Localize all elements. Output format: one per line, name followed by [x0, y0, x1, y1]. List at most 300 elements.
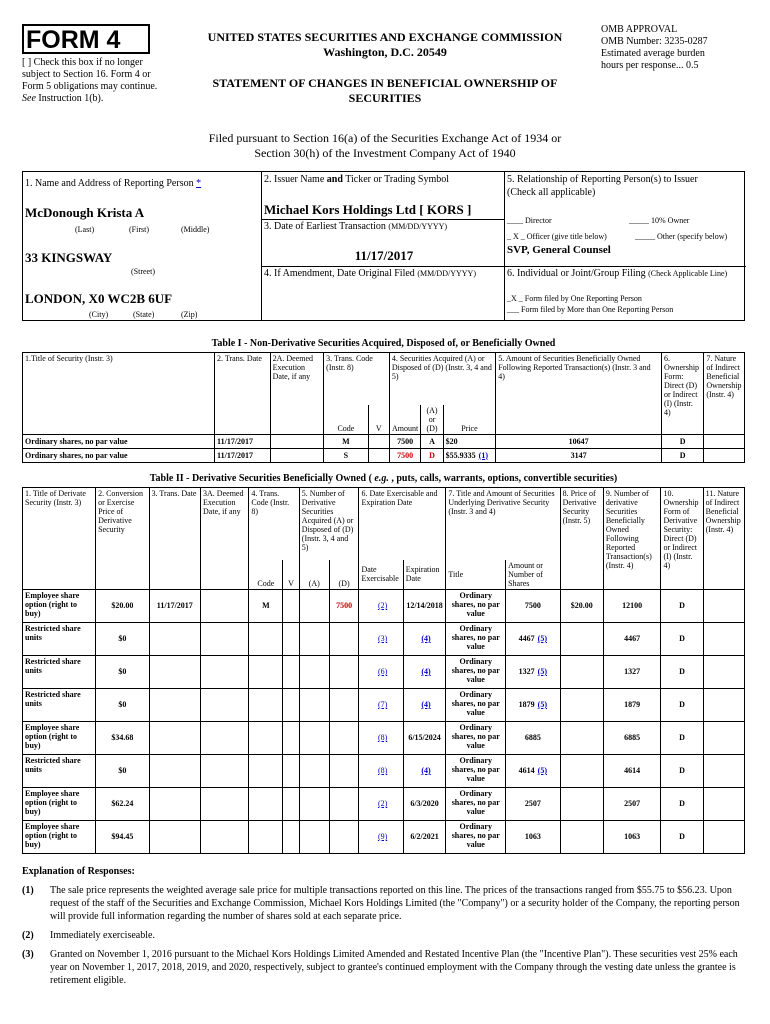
- t2-conv: [96, 655, 150, 688]
- t2-u-amt: [506, 721, 561, 754]
- t2-code: [249, 721, 283, 754]
- t2-conv: [96, 589, 150, 622]
- box1-label: [25, 178, 201, 190]
- t1-form: [661, 448, 703, 462]
- t2-h-code-sub: Code: [249, 560, 283, 590]
- t2-u-amt-value: 2507: [524, 799, 541, 808]
- t2-u-title: [446, 754, 506, 787]
- box1-note-link[interactable]: *: [196, 178, 202, 189]
- t2-h-ex-sub: Date Exercisable: [359, 560, 403, 590]
- t1-price: [443, 448, 496, 462]
- t2-price: [560, 754, 603, 787]
- t2-v: [283, 688, 299, 721]
- t2-u-amt-value: 1879: [518, 700, 535, 709]
- t2-exercisable: [359, 721, 403, 754]
- box5-label2: (Check all applicable): [507, 187, 596, 198]
- t2-title: [23, 754, 96, 787]
- t2-deemed: [201, 688, 249, 721]
- t2-u-amt: [506, 655, 561, 688]
- t2-exercisable: [359, 622, 403, 655]
- t2-h-d-sub: (D): [329, 560, 359, 590]
- t2-conv-value: $0: [118, 667, 127, 676]
- t2-owned: [603, 655, 661, 688]
- t2-h-form: 10. Ownership Form of Derivative Security: Direct (D) or Indirect (I) (Instr. 4): [661, 488, 703, 590]
- t2-owned: [603, 721, 661, 754]
- street-label: (Street): [131, 267, 155, 276]
- other-option: _____ Other (specify below): [635, 232, 728, 241]
- t2-nature: [703, 589, 744, 622]
- t2-u-amt: [506, 622, 561, 655]
- agency-name: UNITED STATES SECURITIES AND EXCHANGE COMMISSION: [207, 30, 563, 44]
- t2-nature: [703, 754, 744, 787]
- t2-exercisable-footnote[interactable]: (2): [377, 601, 388, 610]
- t1-h-owned: 5. Amount of Securities Beneficially Owned Following Reported Transaction(s) (Instr. 3 and 4): [496, 353, 662, 435]
- table2-title-b: , puts, calls, warrants, options, convertible securities): [391, 473, 618, 484]
- t2-u-amt: [506, 820, 561, 853]
- filed-line-1: Filed pursuant to Section 16(a) of the Securities Exchange Act of 1934 or: [208, 131, 562, 145]
- t1-h-title: 1.Title of Security (Instr. 3): [23, 353, 215, 435]
- t2-deemed: [201, 820, 249, 853]
- t1-form-value: D: [679, 436, 686, 446]
- t2-conv: [96, 721, 150, 754]
- footnote-item: [22, 948, 745, 987]
- t1-h-code-sub: Code: [324, 405, 368, 435]
- t2-exercisable-footnote[interactable]: (8): [377, 733, 388, 742]
- t2-exercisable-footnote[interactable]: (7): [377, 700, 388, 709]
- t2-conv-value: $62.24: [111, 799, 134, 808]
- t2-owned: [603, 688, 661, 721]
- t2-h-deemed: 3A. Deemed Execution Date, if any: [201, 488, 249, 590]
- t2-u-amt: [506, 589, 561, 622]
- t2-d: [329, 655, 359, 688]
- middle-label: (Middle): [181, 225, 210, 234]
- t2-conv: [96, 820, 150, 853]
- reporting-person-name: McDonough Krista A: [25, 205, 145, 220]
- t2-row: [23, 622, 745, 655]
- director-option: ____ Director: [507, 216, 552, 225]
- t2-u-title-value: Ordinary shares, no par value: [451, 722, 500, 750]
- t2-u-title-value: Ordinary shares, no par value: [451, 788, 500, 816]
- footnote-text: Immediately exerciseable.: [50, 930, 155, 941]
- t2-u-amt-value: 4614: [518, 766, 535, 775]
- form-title: FORM 4: [26, 26, 121, 54]
- t1-title: [23, 448, 215, 462]
- t2-u-title-value: Ordinary shares, no par value: [451, 656, 500, 684]
- t1-owned: [496, 434, 662, 448]
- t2-u-title-value: Ordinary shares, no par value: [451, 755, 500, 783]
- t1-row: [23, 434, 745, 448]
- t2-d-value: 7500: [336, 601, 353, 610]
- box1-label-text: 1. Name and Address of Reporting Person: [25, 178, 194, 189]
- t2-owned-value: 6885: [624, 733, 641, 742]
- t2-title: [23, 787, 96, 820]
- box3-label: [264, 221, 447, 233]
- t2-a: [299, 655, 329, 688]
- t2-u-amt: [506, 754, 561, 787]
- t2-v: [283, 655, 299, 688]
- t2-price: [560, 721, 603, 754]
- filing-more: ___ Form filed by More than One Reporting Person: [507, 305, 674, 314]
- t2-title-value: Employee share option (right to buy): [25, 590, 80, 618]
- footnote-number: (3): [22, 949, 34, 960]
- t1-ad: [421, 434, 443, 448]
- t1-price-footnote[interactable]: (1): [478, 450, 488, 460]
- omb-hours: hours per response... 0.5: [601, 60, 699, 71]
- t1-date-value: 11/17/2017: [217, 436, 254, 446]
- t1-price-value: $55.9335: [445, 450, 476, 460]
- t2-date: [149, 820, 200, 853]
- t2-expiration-footnote[interactable]: (4): [421, 700, 431, 709]
- footnote-item: [22, 884, 745, 923]
- t2-expiration-value: 6/2/2021: [410, 832, 439, 841]
- t1-nature: [704, 434, 745, 448]
- table1-title: Table I - Non-Derivative Securities Acquired, Disposed of, or Beneficially Owned: [211, 338, 556, 349]
- t2-price-value: $20.00: [570, 601, 593, 610]
- t2-exercisable: [359, 655, 403, 688]
- t2-form-value: D: [679, 634, 685, 643]
- t2-row: [23, 589, 745, 622]
- t2-code: [249, 589, 283, 622]
- t2-title-value: Employee share option (right to buy): [25, 722, 80, 750]
- t2-nature: [703, 787, 744, 820]
- t2-date: [149, 787, 200, 820]
- t2-v: [283, 754, 299, 787]
- checkbox-instr: Instruction 1(b).: [38, 93, 104, 104]
- t2-date: [149, 622, 200, 655]
- t1-h-code: 3. Trans. Code (Instr. 8): [324, 353, 390, 405]
- t2-nature: [703, 655, 744, 688]
- statement-title: STATEMENT OF CHANGES IN BENEFICIAL OWNERSHIP OF SECURITIES: [212, 76, 558, 105]
- t2-exercisable-footnote[interactable]: (2): [377, 799, 388, 808]
- t1-h-nature: 7. Nature of Indirect Beneficial Ownership (Instr. 4): [704, 353, 745, 435]
- t2-h-exdate: 6. Date Exercisable and Expiration Date: [359, 488, 446, 560]
- t1-owned: [496, 448, 662, 462]
- t2-expiration-footnote[interactable]: (4): [421, 634, 431, 643]
- t1-h-date: 2. Trans. Date: [215, 353, 271, 435]
- t2-expiration: [403, 688, 446, 721]
- t2-u-amt-footnote[interactable]: (5): [537, 766, 547, 775]
- first-label: (First): [129, 225, 149, 234]
- t2-title: [23, 688, 96, 721]
- t2-u-amt-footnote[interactable]: (5): [537, 667, 547, 676]
- form-title-box: [22, 24, 150, 54]
- t2-d: [329, 688, 359, 721]
- t2-a: [299, 721, 329, 754]
- t1-ad: [421, 448, 443, 462]
- t2-title-value: Restricted share units: [25, 755, 81, 774]
- t2-price: [560, 655, 603, 688]
- t2-v: [283, 589, 299, 622]
- t2-u-amt: [506, 787, 561, 820]
- omb-number: OMB Number: 3235-0287: [601, 36, 708, 47]
- t2-a: [299, 820, 329, 853]
- t2-owned-value: 1879: [624, 700, 641, 709]
- t2-conv: [96, 787, 150, 820]
- t2-h-nature: 11. Nature of Indirect Beneficial Ownership (Instr. 4): [703, 488, 744, 590]
- t1-owned-value: 10647: [568, 436, 589, 446]
- omb-title: OMB APPROVAL: [601, 24, 678, 35]
- t2-form: [661, 589, 703, 622]
- checkbox-text: [22, 57, 172, 105]
- t2-exercisable: [359, 688, 403, 721]
- t1-deemed: [270, 434, 324, 448]
- footnote-number: (2): [22, 930, 34, 941]
- t2-form: [661, 787, 703, 820]
- t2-row: [23, 655, 745, 688]
- box2-label: [264, 174, 449, 186]
- t2-a: [299, 622, 329, 655]
- t2-u-amt-value: 6885: [524, 733, 541, 742]
- t2-expiration-value: 12/14/2018: [406, 601, 443, 610]
- t2-expiration-footnote[interactable]: (4): [421, 667, 431, 676]
- t2-expiration-value: 6/3/2020: [410, 799, 439, 808]
- t2-title: [23, 655, 96, 688]
- t2-deemed: [201, 721, 249, 754]
- t2-h-v-sub: V: [283, 560, 299, 590]
- t2-title-value: Employee share option (right to buy): [25, 821, 80, 849]
- t2-h-date: 3. Trans. Date: [149, 488, 200, 590]
- t2-row: [23, 688, 745, 721]
- t2-conv-value: $0: [118, 700, 127, 709]
- filed-line-2: Section 30(h) of the Investment Company Act of 1940: [254, 146, 516, 160]
- box2-label-a: 2. Issuer Name: [264, 174, 325, 185]
- t2-a: [299, 787, 329, 820]
- t2-form-value: D: [679, 799, 685, 808]
- t2-deemed: [201, 622, 249, 655]
- officer-option: _ X _ Officer (give title below): [507, 232, 607, 241]
- t2-conv: [96, 688, 150, 721]
- checkbox-text-main: [ ] Check this box if no longer subject to Section 16. Form 4 or Form 5 obligations may continue.: [22, 57, 158, 92]
- t2-conv-value: $34.68: [111, 733, 134, 742]
- t2-form-value: D: [679, 733, 685, 742]
- t1-code: [324, 448, 368, 462]
- table2: [22, 487, 745, 854]
- t1-date-value: 11/17/2017: [217, 450, 254, 460]
- t2-price: [560, 622, 603, 655]
- t2-date: [149, 754, 200, 787]
- issuer-name: Michael Kors Holdings Ltd [ KORS ]: [264, 202, 472, 217]
- t2-a: [299, 688, 329, 721]
- t2-u-amt-value: 7500: [524, 601, 541, 610]
- t2-d: [329, 622, 359, 655]
- t2-price: [560, 787, 603, 820]
- t2-form: [661, 622, 703, 655]
- t2-code: [249, 622, 283, 655]
- t2-conv-value: $20.00: [111, 601, 134, 610]
- t2-owned: [603, 754, 661, 787]
- t2-h-owned: 9. Number of derivative Securities Beneficially Owned Following Reported Transaction(s) (Instr. 4): [603, 488, 661, 590]
- t2-exercisable-footnote[interactable]: (6): [377, 667, 388, 676]
- last-label: (Last): [75, 225, 95, 234]
- t2-owned: [603, 589, 661, 622]
- t2-h-ua-sub: Amount or Number of Shares: [506, 560, 561, 590]
- t2-d: [329, 820, 359, 853]
- footnote-item: [22, 929, 745, 942]
- t1-amount: [389, 434, 421, 448]
- t2-h-price: 8. Price of Derivative Security (Instr. 5): [560, 488, 603, 590]
- t2-h-ut-sub: Title: [446, 560, 506, 590]
- t2-row: [23, 787, 745, 820]
- t2-expiration-footnote[interactable]: (4): [421, 766, 431, 775]
- city-label: (City): [89, 310, 109, 319]
- box6-label-text: 6. Individual or Joint/Group Filing: [507, 268, 646, 279]
- state-label: (State): [133, 310, 155, 319]
- t1-h-deemed: 2A. Deemed Execution Date, if any: [270, 353, 324, 435]
- t2-expiration: [403, 655, 446, 688]
- t2-exercisable: [359, 787, 403, 820]
- t2-conv-value: $94.45: [111, 832, 134, 841]
- t2-code: [249, 787, 283, 820]
- t2-u-title-value: Ordinary shares, no par value: [451, 689, 500, 717]
- box2-label-and: and: [326, 174, 343, 185]
- t1-ad-value: A: [429, 436, 435, 446]
- t2-deemed: [201, 754, 249, 787]
- t2-exercisable-footnote[interactable]: (9): [377, 832, 388, 841]
- t2-d: [329, 589, 359, 622]
- footnote-text: Granted on November 1, 2016 pursuant to the Michael Kors Holdings Limited Amended and Restated Incentive Plan (the "Incentive Plan"). These securities vest 25% each year on November 1, 2017, 2018, 2019, and 2020, respectively, subject to grantee's continued employment with the Company through the vesting date unless the grantee is retirement eligible.: [50, 949, 738, 986]
- box3-label-text: 3. Date of Earliest Transaction: [264, 221, 386, 232]
- t1-h-acq: 4. Securities Acquired (A) or Disposed of (D) (Instr. 3, 4 and 5): [389, 353, 495, 405]
- t2-deemed: [201, 589, 249, 622]
- t1-row: [23, 448, 745, 462]
- t2-price: [560, 688, 603, 721]
- t2-h-conv: 2. Conversion or Exercise Price of Derivative Security: [96, 488, 150, 590]
- box4-label-fmt: (MM/DD/YYYY): [417, 269, 476, 278]
- t2-form: [661, 820, 703, 853]
- t2-code: [249, 820, 283, 853]
- zip-label: (Zip): [181, 310, 198, 319]
- t1-amount-value: 7500: [397, 436, 414, 446]
- t2-owned-value: 1063: [624, 832, 641, 841]
- t2-d: [329, 787, 359, 820]
- t2-u-amt: [506, 688, 561, 721]
- omb-burden: Estimated average burden: [601, 48, 705, 59]
- t1-deemed: [270, 448, 324, 462]
- t2-owned: [603, 622, 661, 655]
- t1-title-value: Ordinary shares, no par value: [25, 436, 128, 446]
- t2-code-value: M: [262, 601, 270, 610]
- t1-code-value: M: [342, 436, 350, 446]
- t2-date-value: 11/17/2017: [156, 601, 193, 610]
- t2-owned: [603, 820, 661, 853]
- t2-v: [283, 721, 299, 754]
- t2-h-a-sub: (A): [299, 560, 329, 590]
- t2-title-value: Employee share option (right to buy): [25, 788, 80, 816]
- t2-code: [249, 688, 283, 721]
- t2-u-title: [446, 787, 506, 820]
- t2-u-title-value: Ordinary shares, no par value: [451, 821, 500, 849]
- box5-label: 5. Relationship of Reporting Person(s) to Issuer: [507, 174, 698, 185]
- t1-form-value: D: [679, 450, 686, 460]
- table2-title: [22, 473, 745, 485]
- t2-v: [283, 820, 299, 853]
- t2-form: [661, 655, 703, 688]
- t1-date: [215, 434, 271, 448]
- box2-label-b: Ticker or Trading Symbol: [345, 174, 450, 185]
- explanation-notes: [22, 884, 745, 993]
- t2-conv-value: $0: [118, 634, 127, 643]
- t2-date: [149, 655, 200, 688]
- t1-nature: [704, 448, 745, 462]
- t1-owned-value: 3147: [570, 450, 587, 460]
- t2-u-amt-value: 1063: [524, 832, 541, 841]
- t1-h-v-sub: V: [368, 405, 389, 435]
- t2-u-amt-footnote[interactable]: (5): [537, 700, 547, 709]
- t2-d: [329, 754, 359, 787]
- t2-h-underlying: 7. Title and Amount of Securities Underlying Derivative Security (Instr. 3 and 4): [446, 488, 560, 560]
- t2-conv: [96, 754, 150, 787]
- t2-title: [23, 820, 96, 853]
- agency-city: Washington, D.C. 20549: [323, 45, 447, 59]
- t2-form: [661, 688, 703, 721]
- t1-ad-value: D: [429, 450, 435, 460]
- t2-date: [149, 589, 200, 622]
- t2-form: [661, 754, 703, 787]
- t2-v: [283, 787, 299, 820]
- t2-title-value: Restricted share units: [25, 689, 81, 708]
- t2-exercisable-footnote[interactable]: (8): [377, 766, 388, 775]
- t1-title-value: Ordinary shares, no par value: [25, 450, 128, 460]
- t2-form-value: D: [679, 700, 685, 709]
- t1-v: [368, 434, 389, 448]
- earliest-transaction-date: 11/17/2017: [354, 248, 414, 263]
- t2-exercisable-footnote[interactable]: (3): [377, 634, 388, 643]
- t2-form-value: D: [679, 766, 685, 775]
- t2-title-value: Restricted share units: [25, 656, 81, 675]
- info-grid: [22, 171, 745, 321]
- t2-u-amt-footnote[interactable]: (5): [537, 634, 547, 643]
- t2-expiration: [403, 820, 446, 853]
- t2-u-amt-value: 1327: [518, 667, 535, 676]
- t2-owned: [603, 787, 661, 820]
- t2-v: [283, 622, 299, 655]
- t2-owned-value: 4614: [624, 766, 641, 775]
- t2-row: [23, 820, 745, 853]
- t1-amount: [389, 448, 421, 462]
- t2-h-code: 4. Trans. Code (Instr. 8): [249, 488, 299, 560]
- t2-expiration-value: 6/15/2024: [408, 733, 441, 742]
- t2-u-title: [446, 820, 506, 853]
- t2-deemed: [201, 655, 249, 688]
- t2-u-amt-value: 4467: [518, 634, 535, 643]
- t2-u-title: [446, 655, 506, 688]
- t2-conv: [96, 622, 150, 655]
- t2-exercisable: [359, 820, 403, 853]
- t2-expiration: [403, 721, 446, 754]
- table2-title-a: Table II - Derivative Securities Beneficially Owned (: [149, 473, 372, 484]
- t2-u-title: [446, 622, 506, 655]
- t2-nature: [703, 688, 744, 721]
- t1-h-price-sub: Price: [443, 405, 496, 435]
- checkbox-see: See: [22, 93, 36, 104]
- t1-code: [324, 434, 368, 448]
- t2-a: [299, 754, 329, 787]
- t2-form: [661, 721, 703, 754]
- t1-amount-value: 7500: [397, 450, 414, 460]
- footnote-number: (1): [22, 885, 34, 896]
- t2-exercisable: [359, 754, 403, 787]
- t2-code: [249, 754, 283, 787]
- t1-form: [661, 434, 703, 448]
- t2-owned-value: 2507: [624, 799, 641, 808]
- t2-expiration: [403, 787, 446, 820]
- city-value: LONDON, X0 WC2B 6UF: [25, 291, 173, 306]
- t2-owned-value: 4467: [624, 634, 641, 643]
- t2-d: [329, 721, 359, 754]
- t2-row: [23, 754, 745, 787]
- t2-form-value: D: [679, 832, 685, 841]
- officer-title: SVP, General Counsel: [507, 244, 611, 256]
